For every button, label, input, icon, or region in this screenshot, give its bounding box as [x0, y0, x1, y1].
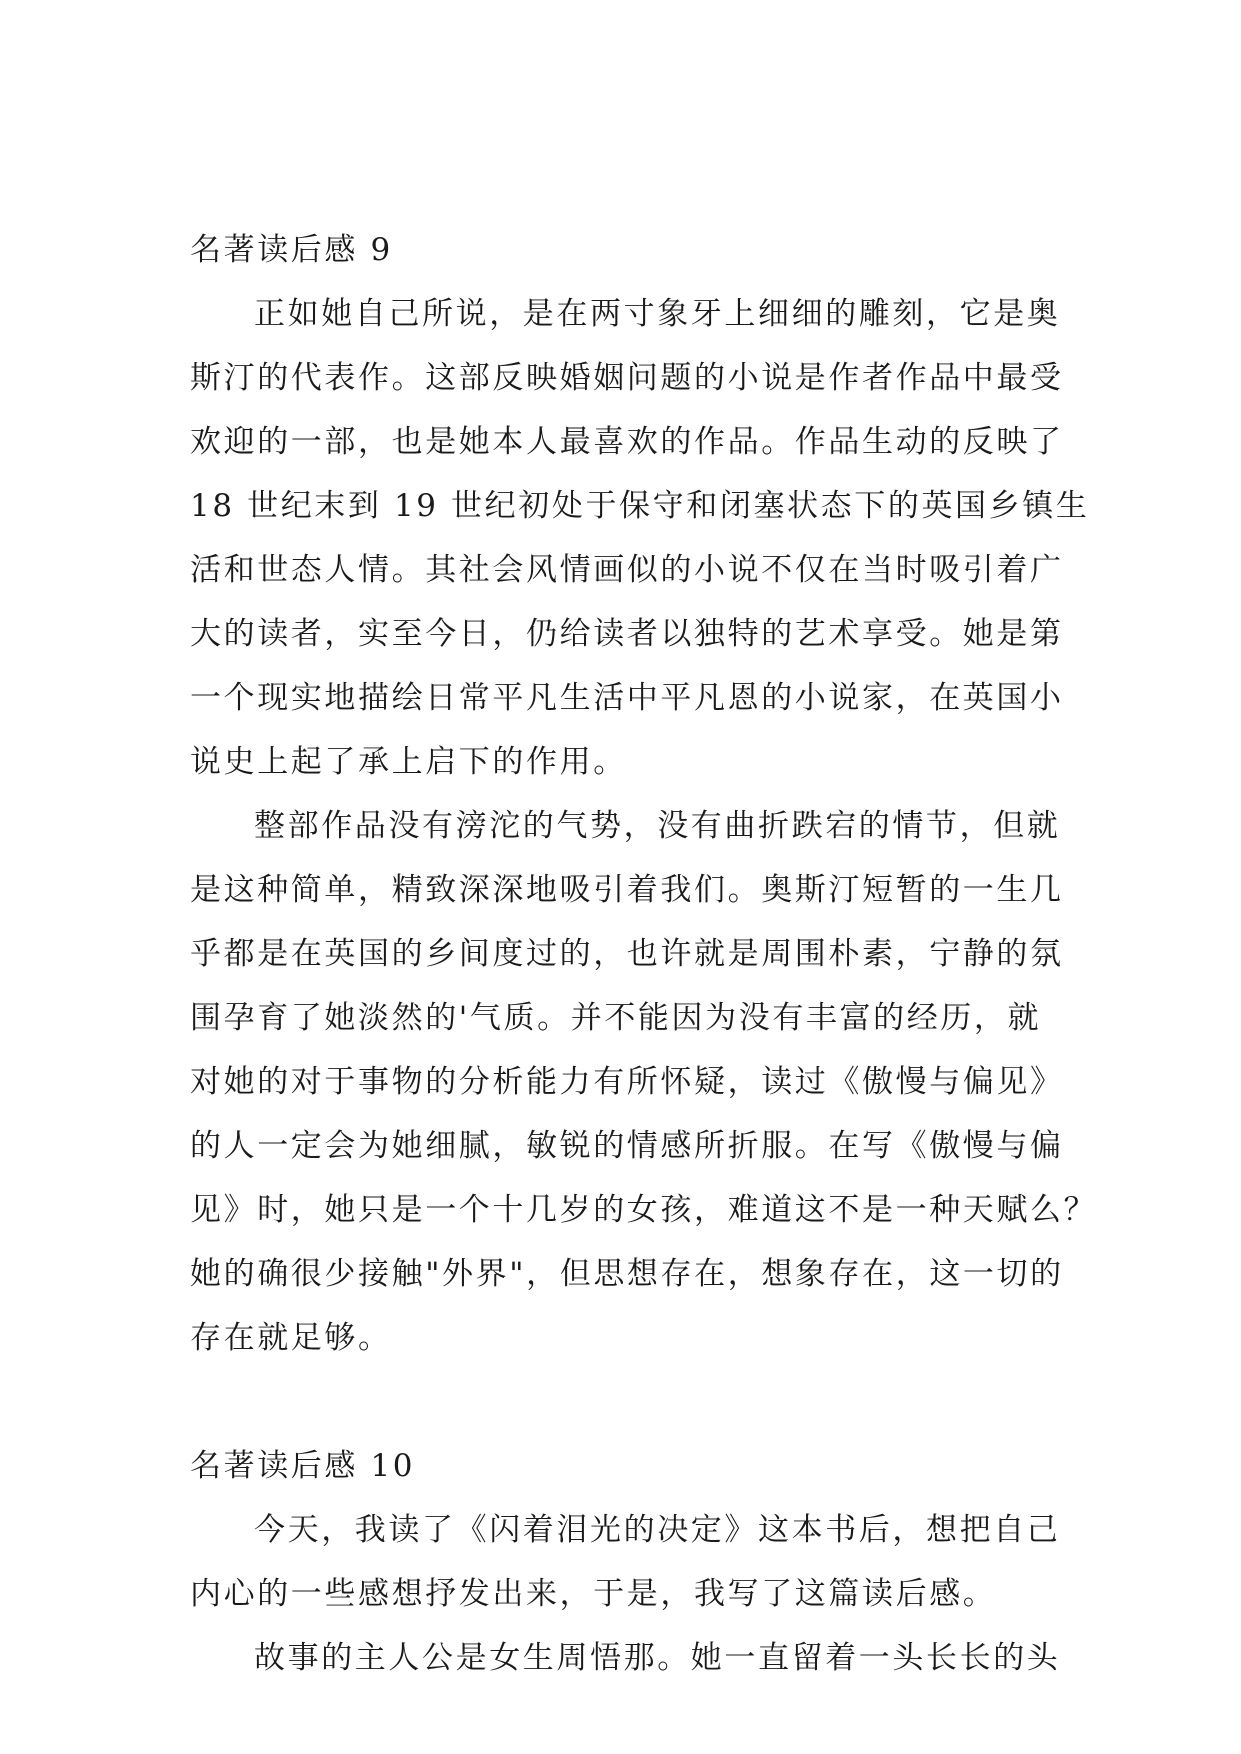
paragraph-3: [190, 1498, 1061, 1626]
text-line: 她的确很少接触"外界"，但思想存在，想象存在，这一切的: [190, 1256, 1064, 1292]
section-heading-10: 名著读后感 10: [190, 1448, 416, 1484]
section-gap: [190, 1370, 1052, 1434]
text-line: 大的读者，实至今日，仍给读者以独特的艺术享受。她是第: [190, 616, 1064, 652]
paragraph-1: [190, 282, 1090, 794]
paragraph-4: [190, 1626, 1061, 1690]
text-line: 围孕育了她淡然的'气质。并不能因为没有丰富的经历，就: [190, 1000, 1042, 1036]
text-line: 是这种简单，精致深深地吸引着我们。奥斯汀短暂的一生几: [190, 872, 1064, 908]
text-line: 今天，我读了《闪着泪光的决定》这本书后，想把自己: [254, 1512, 1061, 1548]
text-line: 说史上起了承上启下的作用。: [190, 744, 627, 780]
text-line: 18 世纪末到 19 世纪初处于保守和闭塞状态下的英国乡镇生: [190, 488, 1090, 524]
text-line: 正如她自己所说，是在两寸象牙上细细的雕刻，它是奥: [254, 296, 1061, 332]
text-line: 乎都是在英国的乡间度过的，也许就是周围朴素，宁静的氛: [190, 936, 1064, 972]
text-line: 故事的主人公是女生周悟那。她一直留着一头长长的头: [254, 1640, 1061, 1676]
text-line: 整部作品没有滂沱的气势，没有曲折跌宕的情节，但就: [254, 808, 1061, 844]
text-line: 的人一定会为她细腻，敏锐的情感所折服。在写《傲慢与偏: [190, 1128, 1064, 1164]
text-line: 斯汀的代表作。这部反映婚姻问题的小说是作者作品中最受: [190, 360, 1064, 396]
text-line: 一个现实地描绘日常平凡生活中平凡恩的小说家，在英国小: [190, 680, 1064, 716]
text-line: 活和世态人情。其社会风情画似的小说不仅在当时吸引着广: [190, 552, 1064, 588]
section-heading-9: 名著读后感 9: [190, 232, 393, 268]
paragraph-2: [190, 794, 1098, 1370]
text-line: 欢迎的一部，也是她本人最喜欢的作品。作品生动的反映了: [190, 424, 1064, 460]
text-line: 存在就足够。: [190, 1320, 392, 1356]
text-line: 对她的对于事物的分析能力有所怀疑，读过《傲慢与偏见》: [190, 1064, 1064, 1100]
document-body: [190, 218, 1098, 1690]
text-line: 见》时，她只是一个十几岁的女孩，难道这不是一种天赋么？: [190, 1192, 1098, 1228]
text-line: 内心的一些感想抒发出来，于是，我写了这篇读后感。: [190, 1576, 997, 1612]
